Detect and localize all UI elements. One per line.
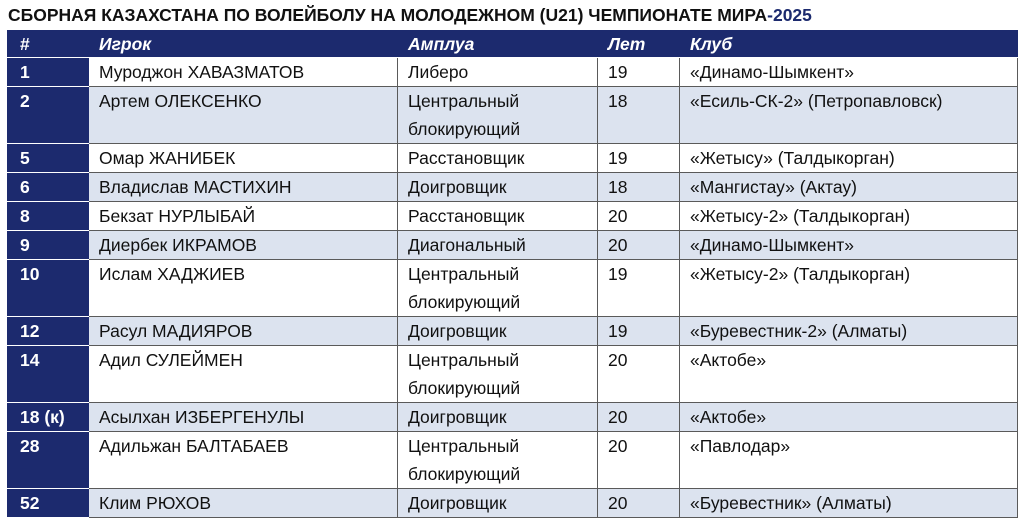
player-club: «Буревестник» (Алматы) — [680, 489, 1018, 518]
player-age: 18 — [598, 87, 680, 144]
header-num: # — [8, 31, 89, 58]
player-role: Доигровщик — [398, 403, 598, 432]
header-role: Амплуа — [398, 31, 598, 58]
title-text: СБОРНАЯ КАЗАХСТАНА ПО ВОЛЕЙБОЛУ НА МОЛОДЕЖНОМ (U21) ЧЕМПИОНАТЕ МИРА — [8, 5, 768, 25]
player-role: Центральный блокирующий — [398, 87, 598, 144]
player-number: 14 — [8, 346, 89, 403]
player-number: 9 — [8, 231, 89, 260]
player-number: 18 (к) — [8, 403, 89, 432]
table-row — [8, 432, 1018, 489]
header-club: Клуб — [680, 31, 1018, 58]
player-role: Диагональный — [398, 231, 598, 260]
title-year: -2025 — [767, 5, 812, 25]
player-role: Расстановщик — [398, 144, 598, 173]
table-row — [8, 144, 1018, 173]
player-name: Клим РЮХОВ — [89, 489, 398, 518]
player-age: 20 — [598, 432, 680, 489]
roster-table — [7, 30, 1018, 518]
player-number: 52 — [8, 489, 89, 518]
player-age: 18 — [598, 173, 680, 202]
player-club: «Актобе» — [680, 346, 1018, 403]
player-number: 2 — [8, 87, 89, 144]
player-name: Бекзат НУРЛЫБАЙ — [89, 202, 398, 231]
table-row — [8, 403, 1018, 432]
player-number: 1 — [8, 58, 89, 87]
player-age: 20 — [598, 202, 680, 231]
table-row — [8, 202, 1018, 231]
player-name: Расул МАДИЯРОВ — [89, 317, 398, 346]
player-club: «Жетысу-2» (Талдыкорган) — [680, 260, 1018, 317]
player-age: 19 — [598, 260, 680, 317]
player-role: Доигровщик — [398, 317, 598, 346]
page-title — [8, 3, 812, 27]
player-club: «Жетысу» (Талдыкорган) — [680, 144, 1018, 173]
player-club: «Актобе» — [680, 403, 1018, 432]
player-age: 20 — [598, 346, 680, 403]
player-club: «Динамо-Шымкент» — [680, 58, 1018, 87]
player-name: Омар ЖАНИБЕК — [89, 144, 398, 173]
table-row — [8, 87, 1018, 144]
player-age: 19 — [598, 58, 680, 87]
player-role: Доигровщик — [398, 489, 598, 518]
player-name: Диербек ИКРАМОВ — [89, 231, 398, 260]
player-role: Центральный блокирующий — [398, 432, 598, 489]
player-age: 19 — [598, 317, 680, 346]
table-row — [8, 173, 1018, 202]
player-name: Адильжан БАЛТАБАЕВ — [89, 432, 398, 489]
table-row — [8, 489, 1018, 518]
player-club: «Мангистау» (Актау) — [680, 173, 1018, 202]
player-role: Центральный блокирующий — [398, 260, 598, 317]
player-age: 20 — [598, 403, 680, 432]
player-name: Владислав МАСТИХИН — [89, 173, 398, 202]
player-role: Либеро — [398, 58, 598, 87]
table-row — [8, 58, 1018, 87]
player-club: «Павлодар» — [680, 432, 1018, 489]
player-name: Артем ОЛЕКСЕНКО — [89, 87, 398, 144]
player-number: 10 — [8, 260, 89, 317]
player-name: Адил СУЛЕЙМЕН — [89, 346, 398, 403]
player-number: 28 — [8, 432, 89, 489]
player-age: 20 — [598, 231, 680, 260]
player-age: 19 — [598, 144, 680, 173]
player-name: Асылхан ИЗБЕРГЕНУЛЫ — [89, 403, 398, 432]
player-number: 8 — [8, 202, 89, 231]
player-club: «Есиль-СК-2» (Петропавловск) — [680, 87, 1018, 144]
roster-body — [8, 58, 1018, 518]
player-age: 20 — [598, 489, 680, 518]
player-number: 5 — [8, 144, 89, 173]
player-club: «Динамо-Шымкент» — [680, 231, 1018, 260]
player-club: «Жетысу-2» (Талдыкорган) — [680, 202, 1018, 231]
table-row — [8, 231, 1018, 260]
table-row — [8, 260, 1018, 317]
player-number: 12 — [8, 317, 89, 346]
header-player: Игрок — [89, 31, 398, 58]
player-role: Доигровщик — [398, 173, 598, 202]
player-role: Расстановщик — [398, 202, 598, 231]
table-row — [8, 346, 1018, 403]
table-row — [8, 317, 1018, 346]
header-row — [8, 31, 1018, 58]
player-club: «Буревестник-2» (Алматы) — [680, 317, 1018, 346]
player-name: Ислам ХАДЖИЕВ — [89, 260, 398, 317]
player-role: Центральный блокирующий — [398, 346, 598, 403]
player-name: Муроджон ХАВАЗМАТОВ — [89, 58, 398, 87]
player-number: 6 — [8, 173, 89, 202]
header-age: Лет — [598, 31, 680, 58]
